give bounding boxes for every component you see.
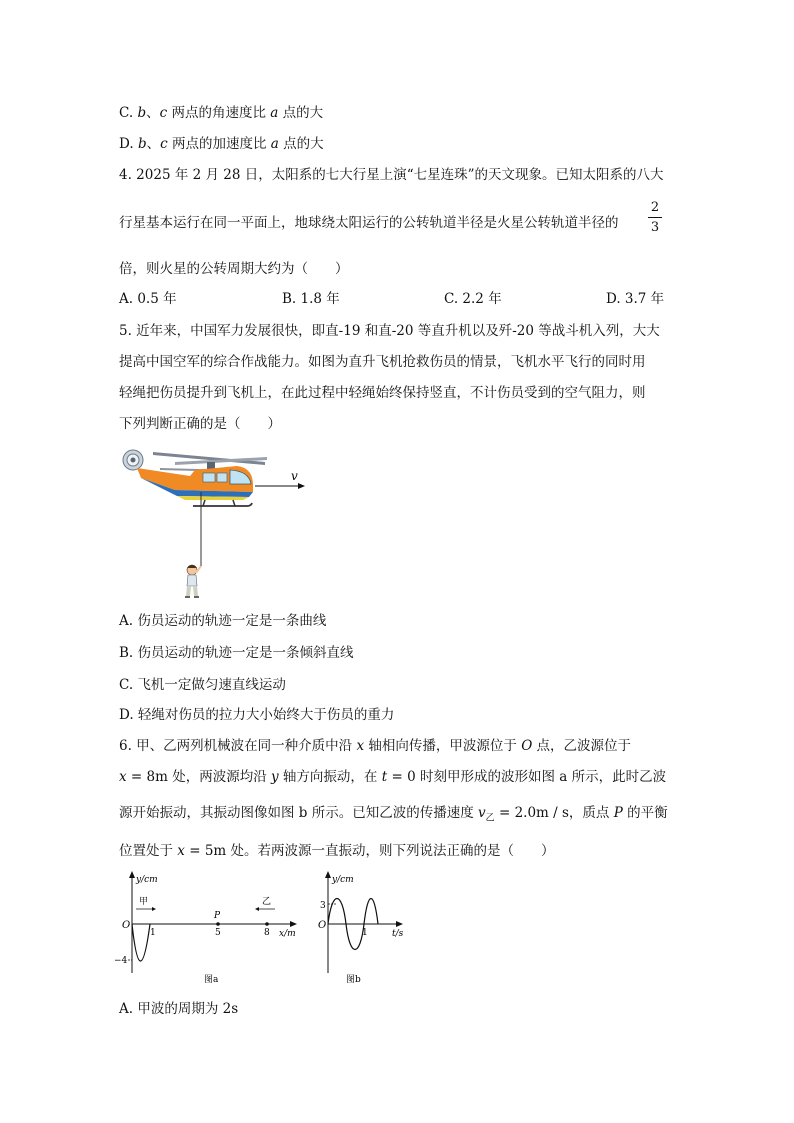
q4-option-b: B. 1.8 年 xyxy=(282,291,340,307)
injured-person xyxy=(185,565,201,597)
q5-option-c: C. 飞机一定做匀速直线运动 xyxy=(119,677,286,693)
fig-a-origin: O xyxy=(122,920,131,931)
landing-skids xyxy=(193,500,252,506)
q3-option-d: D. b、c 两点的加速度比 a 点的大 xyxy=(119,136,324,152)
q5-option-a: A. 伤员运动的轨迹一定是一条曲线 xyxy=(119,613,327,629)
fraction-two-thirds xyxy=(648,200,662,235)
velocity-arrow xyxy=(255,483,305,489)
q4-option-c: C. 2.2 年 xyxy=(444,291,502,307)
q4-option-d: D. 3.7 年 xyxy=(606,291,665,307)
fig-a-tick-8: 8 xyxy=(264,928,270,938)
q5-stem-line4: 下列判断正确的是（ ） xyxy=(119,416,281,432)
fig-b-y-arrow-icon xyxy=(325,871,331,878)
fraction-bar xyxy=(648,217,662,218)
fraction-denominator: 3 xyxy=(650,220,660,235)
fig-a-point-p xyxy=(216,922,220,926)
fig-b-x-label: t/s xyxy=(392,929,404,939)
q5-stem-line2: 提高中国空军的综合作战能力。如图为直升飞机抢救伤员的情景，飞机水平飞行的同时用 xyxy=(119,354,646,370)
q5-stem-line3: 轻绳把伤员提升到飞机上，在此过程中轻绳始终保持竖直，不计伤员受到的空气阻力，则 xyxy=(119,385,646,401)
figure-b-vibration xyxy=(316,868,416,993)
q6-stem-line2: x = 8m 处，两波源均沿 y 轴方向振动，在 t = 0 时刻甲形成的波形如图 a 所示，此时乙波 xyxy=(119,769,667,785)
q4-option-a: A. 0.5 年 xyxy=(119,291,177,307)
fig-a-y-label: y/cm xyxy=(136,875,158,885)
helicopter-body xyxy=(137,466,253,500)
q6-stem-line4: 位置处于 x = 5m 处。若两波源一直振动，则下列说法正确的是（ ） xyxy=(119,843,555,859)
fig-a-y-arrow-icon xyxy=(129,871,135,878)
q6-option-a: A. 甲波的周期为 2s xyxy=(119,1001,239,1017)
fig-a-tick-1: 1 xyxy=(150,928,156,938)
fig-a-x-label: x/m xyxy=(279,929,296,939)
fig-b-y-label: y/cm xyxy=(332,875,354,885)
q6-stem-line3: 源开始振动，其振动图像如图 b 所示。已知乙波的传播速度 $v_乙 = 2.0m / s$，质点 P 的平衡 xyxy=(119,805,668,824)
fig-a-label-yi: 乙 xyxy=(262,897,272,907)
fig-b-t-tick: 1 xyxy=(362,928,368,938)
q5-option-b: B. 伤员运动的轨迹一定是一条倾斜直线 xyxy=(119,645,354,661)
fig-a-y-tick: −4 xyxy=(114,956,128,966)
velocity-label: v xyxy=(291,469,298,483)
fig-a-yi-arrow-icon xyxy=(255,907,259,911)
fig-a-source-yi-dot xyxy=(265,922,269,926)
fig-a-x-arrow-icon xyxy=(290,921,297,927)
tail-rotor xyxy=(123,450,143,470)
q5-stem-line1: 5. 近年来，中国军力发展很快，即直-19 和直-20 等直升机以及歼-20 等战斗机入列，大大 xyxy=(119,323,660,339)
fig-a-jia-arrow-icon xyxy=(152,907,156,911)
fig-a-label-p: P xyxy=(214,911,221,921)
fraction-numerator: 2 xyxy=(650,200,660,215)
helicopter-rescue-figure xyxy=(115,440,315,605)
q5-option-d: D. 轻绳对伤员的拉力大小始终大于伤员的重力 xyxy=(119,707,395,723)
fig-b-y-tick: 3 xyxy=(320,901,326,911)
fig-b-caption: 图b xyxy=(346,975,361,985)
fig-a-caption: 图a xyxy=(204,975,219,985)
fig-a-label-jia: 甲 xyxy=(139,897,149,907)
q3-option-c: C. b、c 两点的角速度比 a 点的大 xyxy=(119,105,324,121)
fig-b-origin: O xyxy=(318,920,327,931)
q4-stem-line2: 行星基本运行在同一平面上，地球绕太阳运行的公转轨道半径是火星公转轨道半径的 xyxy=(119,215,619,231)
figure-a-wave xyxy=(112,868,312,993)
fig-a-wave-curve xyxy=(132,924,150,961)
q4-stem-line3: 倍，则火星的公转周期大约为（ ） xyxy=(119,261,349,277)
fig-a-tick-5: 5 xyxy=(215,928,221,938)
q4-stem-line1: 4. 2025 年 2 月 28 日，太阳系的七大行星上演“七星连珠”的天文现象。已知太阳系的八大 xyxy=(119,167,664,183)
q6-stem-line1: 6. 甲、乙两列机械波在同一种介质中沿 x 轴相向传播，甲波源位于 O 点，乙波源位于 xyxy=(119,738,632,754)
fig-b-x-arrow-icon xyxy=(396,921,403,927)
